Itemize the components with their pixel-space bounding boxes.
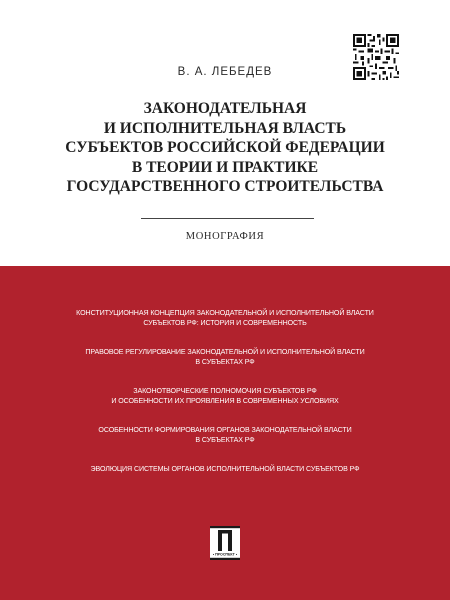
chapter-item <box>10 308 440 328</box>
book-title <box>20 99 430 197</box>
chapter-item <box>10 386 440 406</box>
title-line: ЗАКОНОДАТЕЛЬНАЯ <box>143 100 307 117</box>
chapter-line: ЗАКОНОТВОРЧЕСКИЕ ПОЛНОМОЧИЯ СУБЪЕКТОВ РФ <box>133 387 317 395</box>
chapter-line: И ОСОБЕННОСТИ ИХ ПРОЯВЛЕНИЯ В СОВРЕМЕННЫХ УСЛОВИЯХ <box>111 397 339 405</box>
title-line: ГОСУДАРСТВЕННОГО СТРОИТЕЛЬСТВА <box>66 178 384 195</box>
prospekt-logo-icon <box>210 526 240 560</box>
title-divider <box>141 218 314 219</box>
chapter-item <box>10 464 440 474</box>
chapter-line: КОНСТИТУЦИОННАЯ КОНЦЕПЦИЯ ЗАКОНОДАТЕЛЬНОЙ И ИСПОЛНИТЕЛЬНОЙ ВЛАСТИ <box>76 309 374 317</box>
chapter-line: СУБЪЕКТОВ РФ: ИСТОРИЯ И СОВРЕМЕННОСТЬ <box>143 319 307 327</box>
genre-label: МОНОГРАФИЯ <box>185 231 265 242</box>
title-line: В ТЕОРИИ И ПРАКТИКЕ <box>131 158 319 176</box>
author-name: В. А. ЛЕБЕДЕВ <box>177 66 273 78</box>
chapter-line: ПРАВОВОЕ РЕГУЛИРОВАНИЕ ЗАКОНОДАТЕЛЬНОЙ И ИСПОЛНИТЕЛЬНОЙ ВЛАСТИ <box>85 348 365 356</box>
chapter-line: В СУБЪЕКТАХ РФ <box>195 358 255 366</box>
chapter-item <box>10 347 440 367</box>
chapter-line: ЭВОЛЮЦИЯ СИСТЕМЫ ОРГАНОВ ИСПОЛНИТЕЛЬНОЙ ВЛАСТИ СУБЪЕКТОВ РФ <box>90 465 360 473</box>
title-line: СУБЪЕКТОВ РОССИЙСКОЙ ФЕДЕРАЦИИ <box>65 139 385 156</box>
chapter-line: В СУБЪЕКТАХ РФ <box>195 436 255 444</box>
chapter-line: ОСОБЕННОСТИ ФОРМИРОВАНИЯ ОРГАНОВ ЗАКОНОДАТЕЛЬНОЙ ВЛАСТИ <box>98 426 352 434</box>
title-line: И ИСПОЛНИТЕЛЬНАЯ ВЛАСТЬ <box>103 119 347 137</box>
publisher-name: • ПРОСПЕКТ • <box>212 552 238 557</box>
chapter-item <box>10 425 440 445</box>
